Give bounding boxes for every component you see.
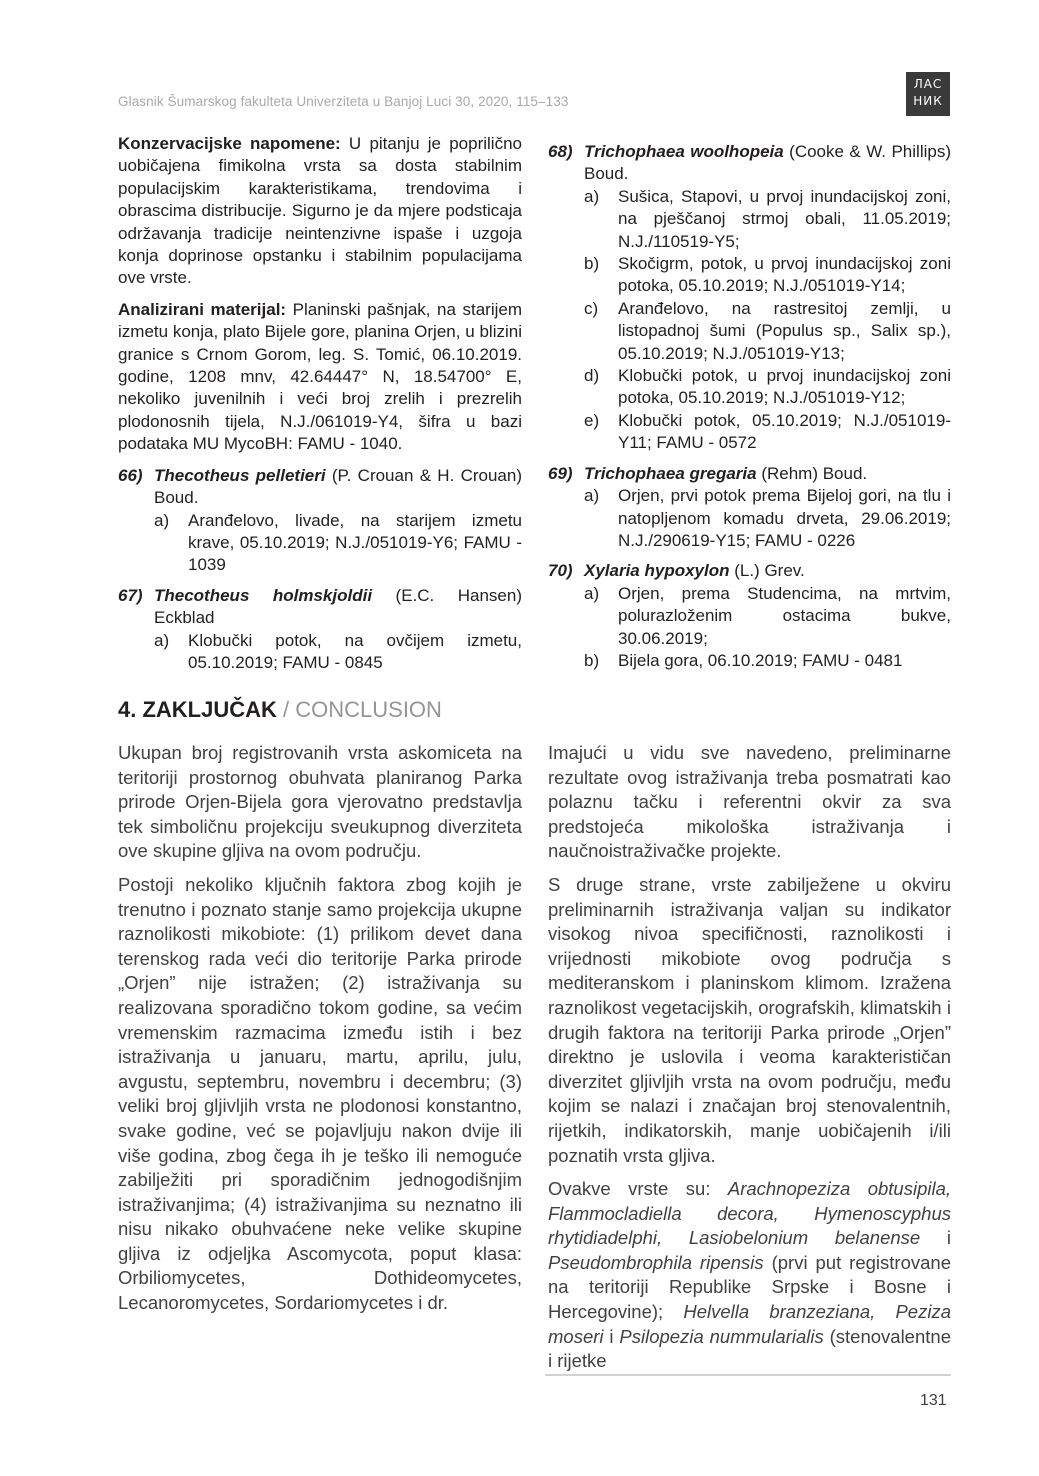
text-run: Ovakve vrste su: bbox=[548, 1178, 728, 1200]
record-letter: a) bbox=[154, 510, 170, 530]
record-letter: b) bbox=[584, 650, 600, 670]
conclusion-paragraph: Ukupan broj registrovanih vrsta askomiceta na teritoriji prostornog obuhvata planiranog Parka prirode Orjen-Bijela gora vjerovatno predstavlja tek simboličnu projekciju sveukupnog diverziteta ove skupine gljiva na ovom području. bbox=[118, 742, 522, 862]
material-text: Planinski pašnjak, na starijem izmetu konja, plato Bijele gore, planina Orjen, u blizini granice s Crnom Gorom, leg. S. Tomić, 06.10.2019. godine, 1208 mnv, 42.64447° N, 18.54700° E, nekoliko juvenilnih i veći broj zrelih i prezrelih plodonosnih tijela, N.J./061019-Y4, šifra u bazi podataka MU MycoBH: FAMU - 1040. bbox=[118, 299, 522, 454]
running-header: Glasnik Šumarskog fakulteta Univerziteta u Banjoj Luci 30, 2020, 115–133 bbox=[118, 94, 569, 109]
species-name: Pseudombrophila ripensis bbox=[548, 1251, 764, 1273]
species-heading bbox=[118, 585, 522, 630]
specimen-record bbox=[584, 253, 951, 298]
record-text: Klobučki potok, 05.10.2019; N.J./051019-Y11; FAMU - 0572 bbox=[618, 410, 951, 453]
specimen-record bbox=[154, 630, 522, 675]
section-title bbox=[118, 697, 442, 723]
species-entry bbox=[548, 141, 951, 455]
species-title bbox=[584, 560, 951, 582]
record-letter: d) bbox=[584, 366, 600, 386]
conclusion-paragraph: Imajući u vidu sve navedeno, preliminarne rezultate ovog istraživanja treba posmatrati kao polaznu tačku i referentni okvir za sva predstojeća mikološka istraživanja i naučnoistraživačke projekte. bbox=[548, 742, 951, 862]
specimen-record bbox=[584, 186, 951, 253]
species-name: Trichophaea woolhopeia bbox=[584, 142, 784, 161]
species-entry bbox=[118, 585, 522, 675]
specimen-record bbox=[584, 583, 951, 650]
logo-line-2: НИК bbox=[913, 94, 943, 108]
species-name: Helvella branzeziana, Peziza moseri bbox=[548, 1301, 951, 1347]
record-letter: a) bbox=[584, 583, 600, 603]
species-heading bbox=[548, 560, 951, 582]
record-letter: e) bbox=[584, 410, 600, 430]
record-text: Bijela gora, 06.10.2019; FAMU - 0481 bbox=[618, 650, 903, 670]
conclusion-paragraph-species bbox=[548, 1177, 951, 1374]
species-title bbox=[584, 463, 951, 485]
specimen-record bbox=[584, 365, 951, 410]
right-column bbox=[548, 133, 951, 672]
species-list-left bbox=[118, 465, 522, 675]
species-name: Thecotheus holmskjoldii bbox=[154, 585, 373, 605]
section-title-english: CONCLUSION bbox=[295, 697, 442, 722]
species-author: (Rehm) Boud. bbox=[756, 463, 868, 483]
conclusion-paragraph: Postoji nekoliko ključnih faktora zbog kojih je trenutno i poznato stanje samo projekcija ukupne raznolikosti mikobiote: (1) prilikom devet dana terenskog rada veći dio teritorije Parka prirode „Orjen” nije istražen; (2) istraživanja su realizovana sporadično tokom godine, sa većim vremenskim razmacima između istih i bez istraživanja u januaru, martu, aprilu, julu, avgustu, septembru, novembru i decembru; (3) veliki broj gljivljih vrsta ne plodonosi konstantno, svake godine, već se pojavljuju nakon dvije ili više godina, zbog čega ih je teško ili nemoguće zabilježiti pri sporadičnim jednogodišnjim istraživanjima; (4) istraživanjima su neznatno ili nisu nikako obuhvaćene neke velike skupine gljiva iz odjeljka Ascomycota, poput klasa: Orbiliomycetes, Dothideomycetes, Lecanoromycetes, Sordariomycetes i dr. bbox=[118, 873, 522, 1314]
species-name: Thecotheus pelletieri bbox=[154, 465, 326, 485]
species-heading bbox=[548, 463, 951, 485]
species-entry bbox=[118, 465, 522, 577]
species-number: 66) bbox=[118, 465, 143, 485]
logo-line-1: ЛАС bbox=[913, 77, 943, 91]
specimen-record bbox=[154, 510, 522, 577]
record-text: Klobučki potok, na ovčijem izmetu, 05.10.2019; FAMU - 0845 bbox=[188, 630, 522, 672]
species-title bbox=[154, 465, 522, 510]
record-letter: b) bbox=[584, 254, 600, 274]
species-number: 68) bbox=[548, 142, 573, 161]
left-column bbox=[118, 133, 522, 674]
species-name: Psilopezia nummularialis bbox=[619, 1325, 824, 1347]
specimen-record bbox=[584, 650, 951, 672]
conservation-text: U pitanju je poprilično uobičajena fimikolna vrsta sa dosta stabilnim populacijskim karakteristikama, trendovima i obrascima distribucije. Sigurno je da mjere podsticaja održavanja tradicije neintenzivne ispaše i uzgoja konja doprinose opstanku i stabilnim populacijama ove vrste. bbox=[118, 134, 522, 288]
species-number: 70) bbox=[548, 561, 573, 581]
text-run: (stenovalentne i rijetke bbox=[548, 1325, 951, 1372]
section-title-local: 4. ZAKLJUČAK bbox=[118, 697, 277, 722]
material-label: Analizirani materijal: bbox=[118, 299, 287, 319]
record-letter: a) bbox=[584, 486, 600, 506]
conclusion-paragraph: S druge strane, vrste zabilježene u okviru preliminarnih istraživanja valjan su indikator visokog nivoa specifičnosti, raznolikosti i vrijednosti mikobiote ovog područja s mediteranskom i planinskom klimom. Izražena raznolikost vegetacijskih, orografskih, klimatskih i drugih faktora na teritoriji Parka prirode „Orjen” direktno je uslovila i veoma karakterističan diverzitet gljivljih vrsta na ovom području, među kojim se nalazi i značajan broj stenovalentnih, rijetkih, indikatorskih, manje uobičajenih i/ili poznatih vrsta gljiva. bbox=[548, 873, 951, 1166]
species-heading bbox=[548, 141, 951, 186]
journal-logo bbox=[906, 72, 950, 116]
specimen-record bbox=[584, 410, 951, 455]
species-title bbox=[584, 141, 951, 186]
species-name: Xylaria hypoxylon bbox=[584, 561, 730, 581]
conservation-notes bbox=[118, 133, 522, 290]
record-text: Aranđelovo, livade, na starijem izmetu krave, 05.10.2019; N.J./051019-Y6; FAMU - 1039 bbox=[188, 510, 522, 575]
record-text: Orjen, prema Studencima, na mrtvim, polurazloženim ostacima bukve, 30.06.2019; bbox=[618, 583, 951, 648]
analyzed-material bbox=[118, 299, 522, 456]
footer-divider bbox=[545, 1374, 951, 1376]
record-text: Aranđelovo, na rastresitoj zemlji, u listopadnoj šumi (Populus sp., Salix sp.), 05.10.2019; N.J./051019-Y13; bbox=[618, 298, 951, 363]
specimen-record bbox=[584, 298, 951, 365]
species-name: Trichophaea gregaria bbox=[584, 463, 757, 483]
species-heading bbox=[118, 465, 522, 510]
conclusion-left-column bbox=[118, 741, 522, 1325]
species-title bbox=[154, 585, 522, 630]
record-text: Skočigrm, potok, u prvoj inundacijskoj zoni potoka, 05.10.2019; N.J./051019-Y14; bbox=[618, 254, 951, 296]
specimen-record bbox=[584, 485, 951, 552]
text-run: (prvi put registrovane na teritoriji Republike Srpske i Bosne i Hercegovine); bbox=[548, 1251, 951, 1323]
species-entry bbox=[548, 560, 951, 672]
species-list-right bbox=[548, 141, 951, 672]
conclusion-right-column bbox=[548, 741, 951, 1383]
record-text: Klobučki potok, u prvoj inundacijskoj zoni potoka, 05.10.2019; N.J./051019-Y12; bbox=[618, 366, 951, 408]
page-number: 131 bbox=[920, 1392, 947, 1409]
text-run: i bbox=[603, 1325, 620, 1347]
species-number: 69) bbox=[548, 463, 573, 483]
text-run: i bbox=[920, 1227, 951, 1249]
record-text: Orjen, prvi potok prema Bijeloj gori, na tlu i natopljenom komadu drveta, 29.06.2019; N.J./290619-Y15; FAMU - 0226 bbox=[618, 486, 951, 550]
species-author: (L.) Grev. bbox=[729, 561, 805, 581]
record-text: Sušica, Stapovi, u prvoj inundacijskoj zoni, na pješčanoj strmoj obali, 11.05.2019; N.J./110519-Y5; bbox=[618, 186, 951, 251]
conservation-label: Konzervacijske napomene: bbox=[118, 134, 341, 153]
species-entry bbox=[548, 463, 951, 553]
record-letter: c) bbox=[584, 298, 599, 318]
record-letter: a) bbox=[154, 630, 170, 650]
species-author: (E.C. Hansen) Eckblad bbox=[154, 585, 522, 628]
record-letter: a) bbox=[584, 186, 600, 206]
species-name: Arachnopeziza obtusipila, Flammocladiella decora, Hymenoscyphus rhytidiadelphi, Lasiobelonium belanense bbox=[548, 1178, 952, 1249]
species-author: (Cooke & W. Phillips) Boud. bbox=[584, 142, 951, 184]
species-author: (P. Crouan & H. Crouan) Boud. bbox=[154, 465, 522, 508]
section-separator: / bbox=[276, 697, 296, 722]
species-number: 67) bbox=[118, 585, 143, 605]
